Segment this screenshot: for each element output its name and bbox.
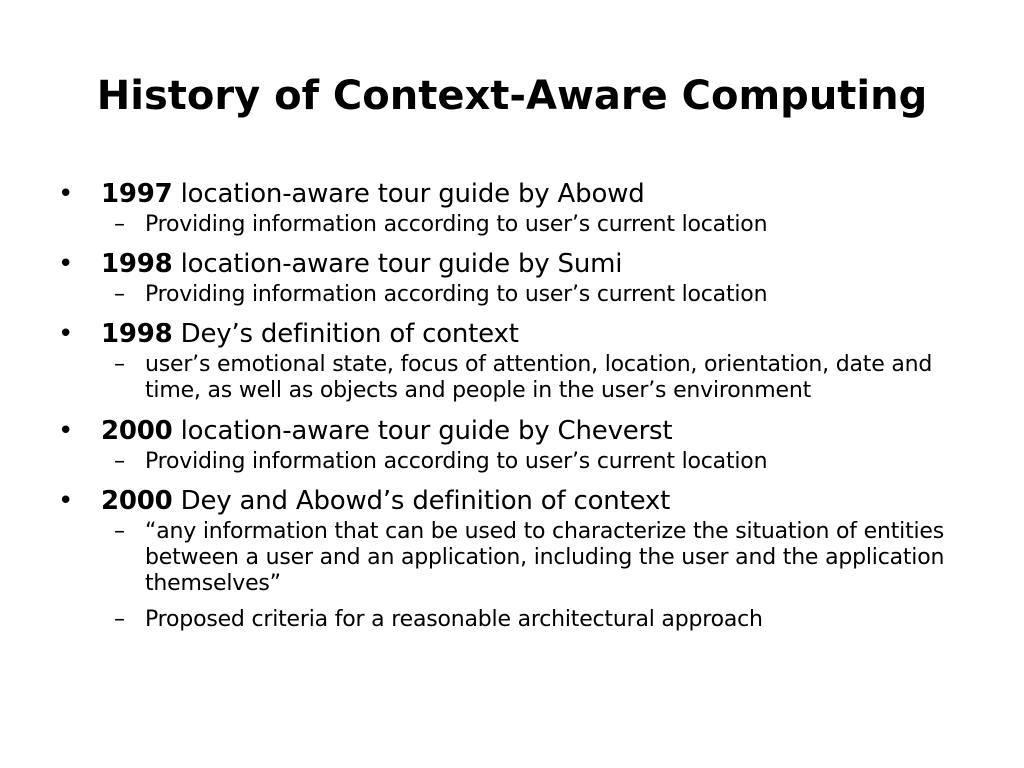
bullet-list bbox=[58, 177, 968, 642]
bullet-text: Dey and Abowd’s definition of context bbox=[172, 486, 671, 516]
sub-text: Providing information according to user’s current location bbox=[145, 282, 768, 307]
sub-marker: – bbox=[114, 519, 125, 544]
bullet-marker: • bbox=[58, 486, 74, 516]
sub-item bbox=[58, 449, 968, 475]
sub-item bbox=[58, 519, 968, 597]
sub-marker: – bbox=[114, 352, 125, 377]
sub-item bbox=[58, 352, 968, 404]
sub-text: Proposed criteria for a reasonable architectural approach bbox=[145, 607, 763, 632]
sub-marker: – bbox=[114, 607, 125, 632]
bullet-item-1998-sumi bbox=[58, 247, 968, 281]
bullet-year: 2000 bbox=[101, 416, 173, 446]
sub-marker: – bbox=[114, 449, 125, 474]
bullet-text: location-aware tour guide by Cheverst bbox=[172, 416, 673, 446]
bullet-item-2000-dey-abowd bbox=[58, 484, 968, 518]
sub-marker: – bbox=[114, 282, 125, 307]
sub-marker: – bbox=[114, 212, 125, 237]
bullet-marker: • bbox=[58, 179, 74, 209]
sub-text: Providing information according to user’s current location bbox=[145, 212, 768, 237]
sub-text: Providing information according to user’s current location bbox=[145, 449, 768, 474]
bullet-text: location-aware tour guide by Sumi bbox=[172, 249, 623, 279]
bullet-year: 2000 bbox=[101, 486, 173, 516]
bullet-marker: • bbox=[58, 319, 74, 349]
bullet-marker: • bbox=[58, 416, 74, 446]
sub-text: “any information that can be used to characterize the situation of entities between a user and an application, including the user and the application themselves” bbox=[145, 519, 945, 596]
bullet-year: 1998 bbox=[101, 319, 173, 349]
bullet-year: 1998 bbox=[101, 249, 173, 279]
bullet-marker: • bbox=[58, 249, 74, 279]
sub-item bbox=[58, 607, 968, 633]
bullet-text: location-aware tour guide by Abowd bbox=[172, 179, 645, 209]
bullet-item-1997-abowd bbox=[58, 177, 968, 211]
bullet-item-2000-cheverst bbox=[58, 414, 968, 448]
bullet-year: 1997 bbox=[101, 179, 173, 209]
sub-text: user’s emotional state, focus of attention, location, orientation, date and time, as well as objects and people in the user’s environment bbox=[145, 352, 933, 403]
bullet-item-1998-dey bbox=[58, 317, 968, 351]
sub-item bbox=[58, 212, 968, 238]
sub-item bbox=[58, 282, 968, 308]
slide-title: History of Context-Aware Computing bbox=[96, 73, 928, 119]
bullet-text: Dey’s definition of context bbox=[172, 319, 519, 349]
